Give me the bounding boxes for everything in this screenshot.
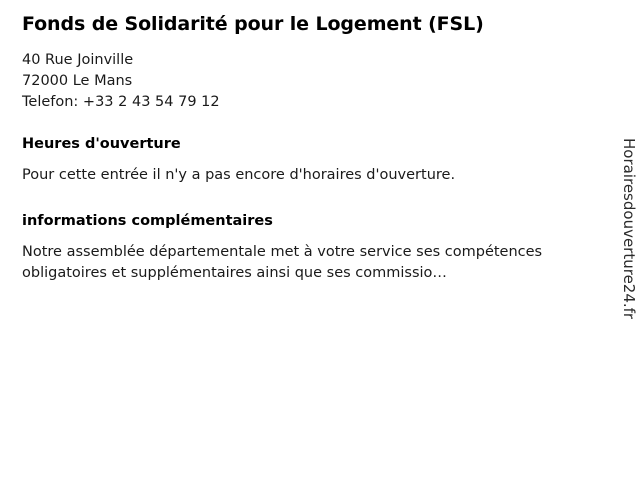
page-title: Fonds de Solidarité pour le Logement (FSL) bbox=[22, 13, 484, 35]
additional-info-heading: informations complémentaires bbox=[22, 213, 273, 229]
listing-content bbox=[22, 12, 587, 284]
site-watermark: Horairesdouverture24.fr bbox=[620, 138, 638, 320]
address-block bbox=[22, 50, 587, 113]
address-phone: Telefon: +33 2 43 54 79 12 bbox=[22, 94, 220, 110]
address-street: 40 Rue Joinville bbox=[22, 52, 134, 68]
address-city: 72000 Le Mans bbox=[22, 73, 133, 89]
opening-hours-heading: Heures d'ouverture bbox=[22, 136, 181, 152]
additional-info-text: Notre assemblée départementale met à votre service ses compétences obligatoires et supplémentaires ainsi que ses commissio… bbox=[22, 244, 543, 281]
opening-hours-text: Pour cette entrée il n'y a pas encore d'horaires d'ouverture. bbox=[22, 167, 456, 183]
